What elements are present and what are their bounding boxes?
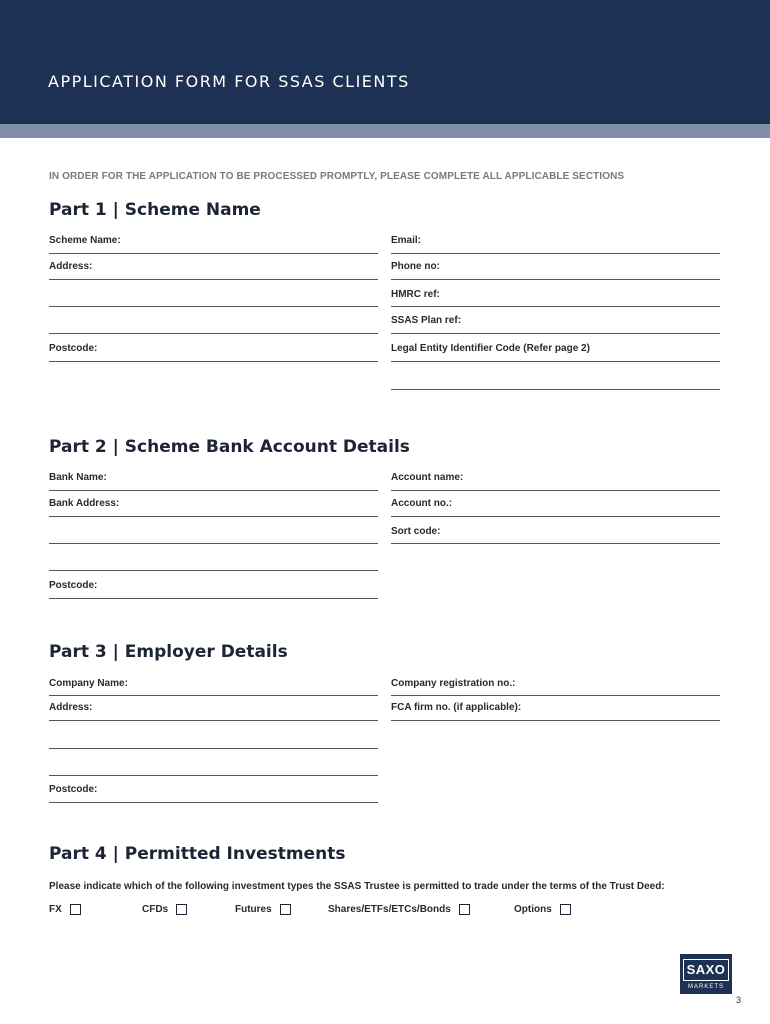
page-number: 3 bbox=[736, 995, 742, 1005]
part2-title: Part 2 | Scheme Bank Account Details bbox=[49, 437, 410, 457]
bank-postcode-label: Postcode: bbox=[49, 580, 98, 591]
scheme-name-field[interactable] bbox=[49, 253, 378, 254]
company-reg-field[interactable] bbox=[391, 695, 720, 696]
option-shares-label: Shares/ETFs/ETCs/Bonds bbox=[328, 904, 451, 915]
fca-field[interactable] bbox=[391, 720, 720, 721]
option-shares bbox=[328, 904, 470, 915]
futures-checkbox[interactable] bbox=[280, 904, 291, 915]
bank-address-label: Bank Address: bbox=[49, 498, 120, 509]
logo-main: SAXO bbox=[683, 959, 729, 981]
company-reg-label: Company registration no.: bbox=[391, 678, 516, 689]
account-name-field[interactable] bbox=[391, 490, 720, 491]
part3-title: Part 3 | Employer Details bbox=[49, 642, 288, 662]
lei-field-line1[interactable] bbox=[391, 361, 720, 362]
employer-address-field-line2[interactable] bbox=[49, 748, 378, 749]
ssas-plan-label: SSAS Plan ref: bbox=[391, 315, 462, 326]
account-no-field[interactable] bbox=[391, 516, 720, 517]
option-options bbox=[514, 904, 571, 915]
employer-address-label: Address: bbox=[49, 702, 93, 713]
account-no-label: Account no.: bbox=[391, 498, 453, 509]
bank-address-field-line1[interactable] bbox=[49, 516, 378, 517]
bank-postcode-field[interactable] bbox=[49, 598, 378, 599]
saxo-logo bbox=[680, 954, 732, 994]
address-field-line3[interactable] bbox=[49, 333, 378, 334]
header-stripe bbox=[0, 124, 770, 138]
address-field-line2[interactable] bbox=[49, 306, 378, 307]
option-options-label: Options bbox=[514, 904, 552, 915]
option-fx-label: FX bbox=[49, 904, 62, 915]
employer-address-field-line1[interactable] bbox=[49, 720, 378, 721]
options-checkbox[interactable] bbox=[560, 904, 571, 915]
employer-address-field-line3[interactable] bbox=[49, 775, 378, 776]
account-name-label: Account name: bbox=[391, 472, 464, 483]
company-name-label: Company Name: bbox=[49, 678, 128, 689]
email-label: Email: bbox=[391, 235, 422, 246]
option-futures bbox=[235, 904, 291, 915]
company-name-field[interactable] bbox=[49, 695, 378, 696]
shares-checkbox[interactable] bbox=[459, 904, 470, 915]
bank-address-field-line2[interactable] bbox=[49, 543, 378, 544]
logo-sub: MARKETS bbox=[687, 983, 724, 990]
scheme-name-label: Scheme Name: bbox=[49, 235, 121, 246]
header-banner bbox=[0, 0, 770, 124]
postcode-field[interactable] bbox=[49, 361, 378, 362]
bank-name-label: Bank Name: bbox=[49, 472, 107, 483]
part4-instruction: Please indicate which of the following investment types the SSAS Trustee is permitted to trade under the terms of the Trust Deed: bbox=[49, 881, 665, 892]
lei-label: Legal Entity Identifier Code (Refer page 2) bbox=[391, 343, 590, 354]
page-title: APPLICATION FORM FOR SSAS CLIENTS bbox=[48, 72, 410, 91]
fca-label: FCA firm no. (if applicable): bbox=[391, 702, 522, 713]
option-futures-label: Futures bbox=[235, 904, 272, 915]
bank-address-field-line3[interactable] bbox=[49, 570, 378, 571]
instruction-text: IN ORDER FOR THE APPLICATION TO BE PROCESSED PROMPTLY, PLEASE COMPLETE ALL APPLICABLE SECTIONS bbox=[49, 171, 625, 182]
option-fx bbox=[49, 904, 81, 915]
lei-field-line2[interactable] bbox=[391, 389, 720, 390]
address-field-line1[interactable] bbox=[49, 279, 378, 280]
option-cfds-label: CFDs bbox=[142, 904, 169, 915]
part4-title: Part 4 | Permitted Investments bbox=[49, 844, 346, 864]
sort-code-field[interactable] bbox=[391, 543, 720, 544]
option-cfds bbox=[142, 904, 187, 915]
email-field[interactable] bbox=[391, 253, 720, 254]
bank-name-field[interactable] bbox=[49, 490, 378, 491]
ssas-plan-field[interactable] bbox=[391, 333, 720, 334]
part1-title: Part 1 | Scheme Name bbox=[49, 200, 261, 220]
fx-checkbox[interactable] bbox=[70, 904, 81, 915]
employer-postcode-label: Postcode: bbox=[49, 784, 98, 795]
cfds-checkbox[interactable] bbox=[176, 904, 187, 915]
hmrc-field[interactable] bbox=[391, 306, 720, 307]
postcode-label: Postcode: bbox=[49, 343, 98, 354]
employer-postcode-field[interactable] bbox=[49, 802, 378, 803]
address-label: Address: bbox=[49, 261, 93, 272]
phone-field[interactable] bbox=[391, 279, 720, 280]
hmrc-label: HMRC ref: bbox=[391, 289, 440, 300]
phone-label: Phone no: bbox=[391, 261, 440, 272]
sort-code-label: Sort code: bbox=[391, 526, 441, 537]
